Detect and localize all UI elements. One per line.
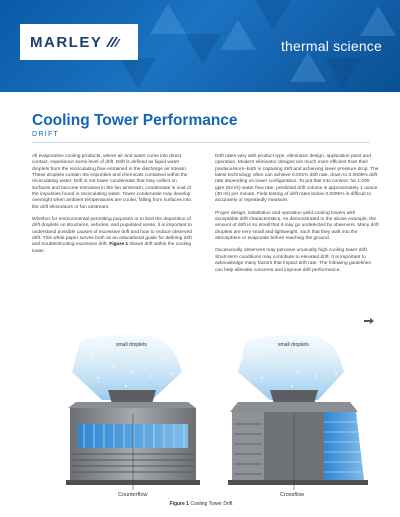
banner-pattern [255, 0, 291, 30]
figure-caption-label: Figure 1 [169, 501, 189, 507]
figure-reference: Figure 1 [109, 242, 129, 248]
logo-text: MARLEY [30, 33, 103, 51]
banner-pattern [120, 58, 156, 88]
banner-pattern [150, 4, 186, 34]
arrow-right-icon [364, 318, 374, 324]
right-column [215, 154, 379, 280]
title-divider [32, 142, 370, 143]
banner-pattern [290, 52, 326, 82]
banner-pattern [325, 58, 361, 88]
figure-caption-text: Cooling Tower Drift [188, 501, 233, 507]
left-column [32, 154, 196, 261]
banner-pattern [360, 6, 396, 36]
cold-water-basin [228, 480, 368, 485]
marley-logo [20, 24, 138, 60]
paragraph: Drift rates vary with product type, eliminator design, application point and operation. Modern eliminator designs are much more efficient than their predecessors–both in capturing drift and achieving lower pressure drop. The latest technology often can achieve 0.001% drift rate, down to 0.0005% drift rate depending on tower configuration. To put that into context, for 1,000 gpm (63 l/s) water flow rate, predicted drift volume is approximately 1 ounce (30 ml) per minute. Field testing of drift rates below 0.0005% is difficult to accurately or repeatedly measure. [215, 154, 379, 204]
figure-cooling-tower-drift [32, 332, 370, 502]
paragraph [32, 217, 196, 255]
tagline: thermal science [280, 38, 382, 54]
crossflow-tower [228, 335, 368, 490]
header-banner [0, 0, 400, 92]
page-subtitle: DRIFT [32, 131, 60, 138]
droplets-label-right: small droplets [278, 342, 309, 348]
figure-illustration [32, 332, 370, 500]
counterflow-tower [66, 335, 200, 490]
marley-wing-icon [105, 36, 121, 48]
page-title: Cooling Tower Performance [32, 112, 238, 129]
fan-deck [230, 402, 358, 412]
banner-pattern [220, 20, 256, 50]
fan-stack [108, 390, 156, 404]
paragraph: Proper design, installation and operation yield cooling towers with acceptable drift characteristics. As demonstrated in the above example, the amount of drift is so small that it may go undetected by observers. Many drift droplets are very small and lightweight, such that they waft into the atmosphere or evaporate before reaching the ground. [215, 210, 379, 242]
droplets-label-left: small droplets [116, 342, 147, 348]
fan-deck [68, 402, 196, 408]
banner-pattern [185, 34, 221, 64]
paragraph-text: shows drift within the cooling tower. [32, 242, 192, 254]
crossflow-label: Crossflow [280, 492, 305, 498]
paragraph: All evaporative cooling products, where air and water come into direct contact, experience some level of drift. Drift is defined as liquid water droplets from the recirculating flow entrained in the discharge air stream. These droplets contain the impurities and chemicals contained within the recirculating water. Drift is not tower condensate that may collect on surfaces and become entrained in the fan airstream; condensate is void of the impurities found in recirculating water. Tower condensate may develop overnight when ambient temperatures are cooler, falling from surfaces into the drift eliminators or fan airstream. [32, 154, 192, 210]
fan-stack [270, 390, 318, 404]
figure-caption [32, 501, 370, 507]
counterflow-label: Counterflow [118, 492, 148, 498]
paragraph: Occasionally observers may perceive unusually high cooling tower drift. Short-term conditions may contribute to elevated drift. It is important to acknowledge many factors that impact drift rate. The following guidelines can help alleviate concerns and improve drift performance. [215, 248, 371, 273]
tower-casing [232, 412, 264, 480]
paragraph-text: Whether for environmental permitting purposes or to limit the deposition of drift droplets on structures, vehicles, and populated areas, it is important to understand possible causes of excessive drift and how to reduce observed drift. This white paper serves both as an educational guide for defining drift and troubleshooting excessive drift. [32, 217, 192, 248]
